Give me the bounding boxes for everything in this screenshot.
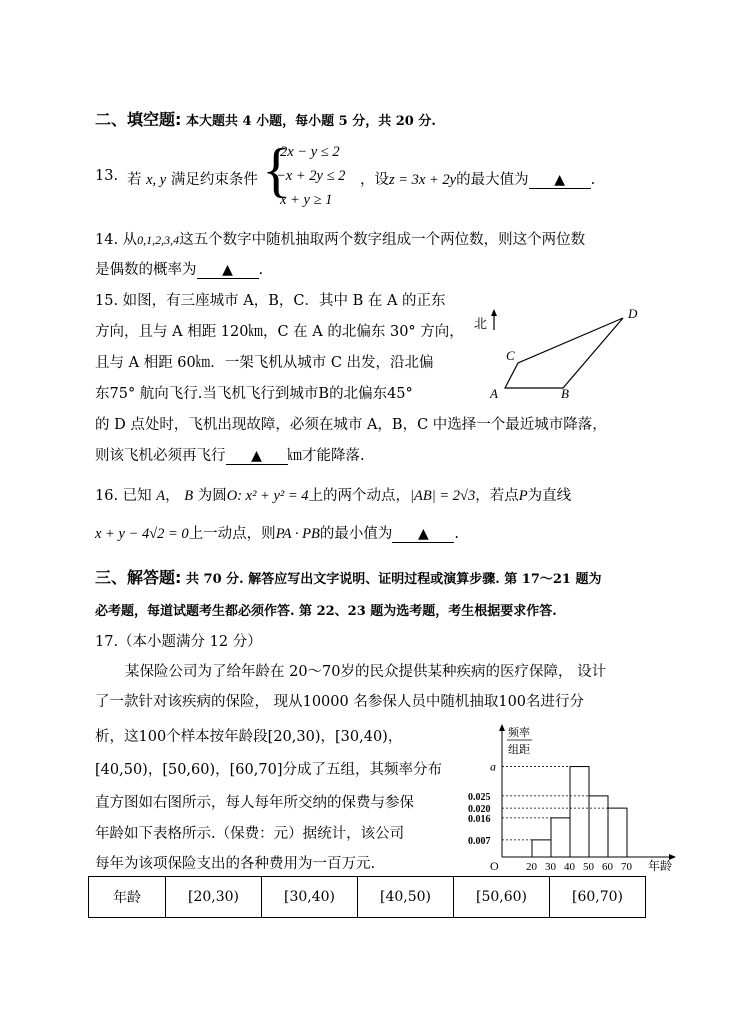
section-2-heading bbox=[95, 107, 436, 130]
x-tick-label: 40 bbox=[564, 861, 575, 872]
q13-answer-mark: ▲ bbox=[554, 172, 565, 188]
histogram-bar bbox=[608, 808, 627, 857]
q15-label-D: D bbox=[628, 306, 638, 321]
q16-comma: ， bbox=[165, 488, 180, 504]
q14-line2: 是偶数的概率为 bbox=[95, 262, 197, 278]
q15-line-5: 的 D 点处时，飞机出现故障，必须在城市 A，B，C 中选择一个最近城市降落， bbox=[95, 417, 607, 433]
q13-number: 13. bbox=[95, 168, 119, 184]
y-tick-label: 0.007 bbox=[468, 835, 491, 847]
q17-para-1: 某保险公司为了给年龄在 20～70岁的民众提供某种疾病的医疗保障， 设计 bbox=[125, 664, 607, 680]
q14-line-1 bbox=[95, 228, 585, 249]
q16-l2a: 上一动点，则 bbox=[188, 526, 276, 542]
section-3-title: 三、解答题: bbox=[95, 568, 182, 587]
q16-dot: PA · PB bbox=[275, 526, 320, 542]
section-3-heading bbox=[95, 565, 602, 588]
q15-line-1: 15. 如图，有三座城市 A，B，C．其中 B 在 A 的正东 bbox=[95, 293, 446, 309]
q17-para-7: 每年为该项保险支出的各种费用为一百万元. bbox=[95, 856, 376, 872]
q16-P: P bbox=[518, 488, 528, 504]
q14-line1-b: 这五个数字中随机抽取两个数字组成一个两位数，则这个两位数 bbox=[179, 232, 586, 248]
q13-end: . bbox=[590, 172, 596, 188]
q15-line6-b: ㎞才能降落. bbox=[287, 448, 365, 464]
q16-line-1 bbox=[95, 484, 571, 505]
x-tick-label: 20 bbox=[526, 861, 537, 872]
q13-tail bbox=[360, 168, 595, 189]
x-tick-label: 30 bbox=[545, 861, 556, 872]
q16-answer-mark: ▲ bbox=[417, 526, 429, 542]
q13-post1: ，设 bbox=[360, 172, 389, 188]
histogram-bar bbox=[532, 840, 551, 857]
q17-para-6: 年龄如下表格所示.（保费：元）据统计，该公司 bbox=[95, 826, 405, 842]
q16-l1e: 为直线 bbox=[527, 488, 572, 504]
q16-l1b: 为圆 bbox=[197, 488, 227, 504]
q16-l1c: 上的两个动点， bbox=[308, 488, 411, 504]
q13-mid: 满足约束条件 bbox=[170, 172, 258, 188]
q16-B: B bbox=[184, 488, 194, 504]
q14-line-2 bbox=[95, 258, 263, 279]
q17-para-2: 了一款针对该疾病的保险， 现从10000 名参保人员中随机抽取100名进行分 bbox=[95, 694, 585, 710]
x-tick-label: 60 bbox=[602, 861, 613, 872]
q17-para-5: 直方图如右图所示，每人每年所交纳的保费与参保 bbox=[95, 795, 414, 811]
q15-figure bbox=[468, 300, 668, 405]
q17-para-4: [40,50)，[50,60)，[60,70]分成了五组，其频率分布 bbox=[95, 762, 442, 778]
q16-ab: |AB| = 2√3 bbox=[410, 488, 476, 504]
q13-text bbox=[127, 168, 258, 189]
q13-vars: x, y bbox=[146, 172, 167, 188]
section-2-title: 二、填空题: bbox=[95, 110, 182, 129]
q16-circle: O: x² + y² = 4 bbox=[226, 488, 309, 504]
q16-answer-blank bbox=[392, 526, 454, 543]
q16-l1d: ，若点 bbox=[475, 488, 519, 504]
table-row bbox=[89, 877, 646, 918]
q13-expr: z = 3x + 2y bbox=[389, 172, 457, 188]
q16-line-2 bbox=[95, 522, 459, 543]
q14-answer-blank bbox=[197, 262, 259, 279]
q15-line6-a: 则该飞机必须再飞行 bbox=[95, 448, 226, 464]
q15-line-2: 方向，且与 A 相距 120㎞，C 在 A 的北偏东 30° 方向， bbox=[95, 324, 464, 340]
q15-answer-blank bbox=[226, 448, 288, 465]
premium-table bbox=[88, 876, 646, 918]
section-2-note: 本大题共 4 小题，每小题 5 分，共 20 分. bbox=[186, 114, 436, 129]
q16-line-eq: x + y − 4√2 = 0 bbox=[95, 526, 189, 542]
table-cell: [30,40) bbox=[262, 877, 358, 918]
y-tick-label: a bbox=[490, 759, 496, 774]
q15-label-B: B bbox=[561, 386, 569, 401]
y-axis-arrowhead bbox=[499, 724, 505, 731]
q15-quadrilateral bbox=[505, 318, 623, 388]
table-cell: [60,70) bbox=[550, 877, 646, 918]
q13-answer-blank bbox=[529, 172, 591, 189]
q16-l1a: 16. 已知 bbox=[95, 488, 152, 504]
q15-answer-mark: ▲ bbox=[251, 448, 262, 464]
q14-end: . bbox=[258, 262, 264, 278]
q14-nums: 0,1,2,3,4 bbox=[137, 233, 180, 247]
table-header-age: 年龄 bbox=[89, 877, 166, 918]
q13-pre: 若 bbox=[127, 172, 142, 188]
x-axis-label: 年龄 bbox=[648, 859, 673, 872]
x-tick-label: 50 bbox=[583, 861, 594, 872]
table-cell: [20,30) bbox=[166, 877, 262, 918]
q13-constraint-2: −x + 2y ≤ 2 bbox=[276, 168, 346, 184]
table-cell: [50,60) bbox=[454, 877, 550, 918]
y-tick-label: 0.016 bbox=[468, 813, 491, 825]
q13-post2: 的最大值为 bbox=[456, 172, 529, 188]
q15-line-4: 东75° 航向飞行.当飞机飞行到城市B的北偏东45° bbox=[95, 386, 413, 402]
q17-para-3: 析，这100个样本按年龄段[20,30)，[30,40)， bbox=[95, 729, 403, 745]
q16-A: A bbox=[156, 488, 166, 504]
q16-end: . bbox=[454, 526, 459, 542]
y-axis-label-top: 频率 bbox=[508, 726, 530, 739]
y-tick-label: 0.020 bbox=[468, 804, 491, 816]
q13-brace: { bbox=[262, 137, 291, 203]
q14-line1-a: 14. 从 bbox=[95, 232, 138, 248]
q15-line-3: 且与 A 相距 60㎞．一架飞机从城市 C 出发，沿北偏 bbox=[95, 355, 434, 371]
y-tick-label: 0.025 bbox=[468, 791, 491, 803]
q15-label-A: A bbox=[490, 386, 498, 401]
q15-north-arrowhead bbox=[491, 309, 497, 316]
histogram-bar bbox=[570, 767, 589, 857]
origin-label: O bbox=[490, 859, 499, 872]
q17-heading: 17.（本小题满分 12 分） bbox=[95, 634, 262, 650]
q14-answer-mark: ▲ bbox=[222, 262, 233, 278]
q15-north-label: 北 bbox=[474, 317, 488, 332]
q15-label-C: C bbox=[506, 348, 515, 363]
x-tick-label: 70 bbox=[621, 861, 632, 872]
q13-constraint-3: x + y ≥ 1 bbox=[280, 192, 333, 208]
histogram-bar bbox=[589, 796, 608, 857]
frequency-histogram bbox=[440, 722, 685, 872]
section-3-note-1: 共 70 分. 解答应写出文字说明、证明过程或演算步骤. 第 17～21 题为 bbox=[186, 572, 602, 587]
q13-constraint-1: 2x − y ≤ 2 bbox=[280, 144, 340, 160]
q15-line-6 bbox=[95, 444, 365, 465]
section-3-note-2: 必考题，每道试题考生都必须作答. 第 22、23 题为选考题，考生根据要求作答. bbox=[95, 604, 557, 619]
table-cell: [40,50) bbox=[358, 877, 454, 918]
histogram-bar bbox=[551, 818, 570, 857]
q16-l2b: 的最小值为 bbox=[319, 526, 393, 542]
y-axis-label-bottom: 组距 bbox=[508, 743, 530, 756]
